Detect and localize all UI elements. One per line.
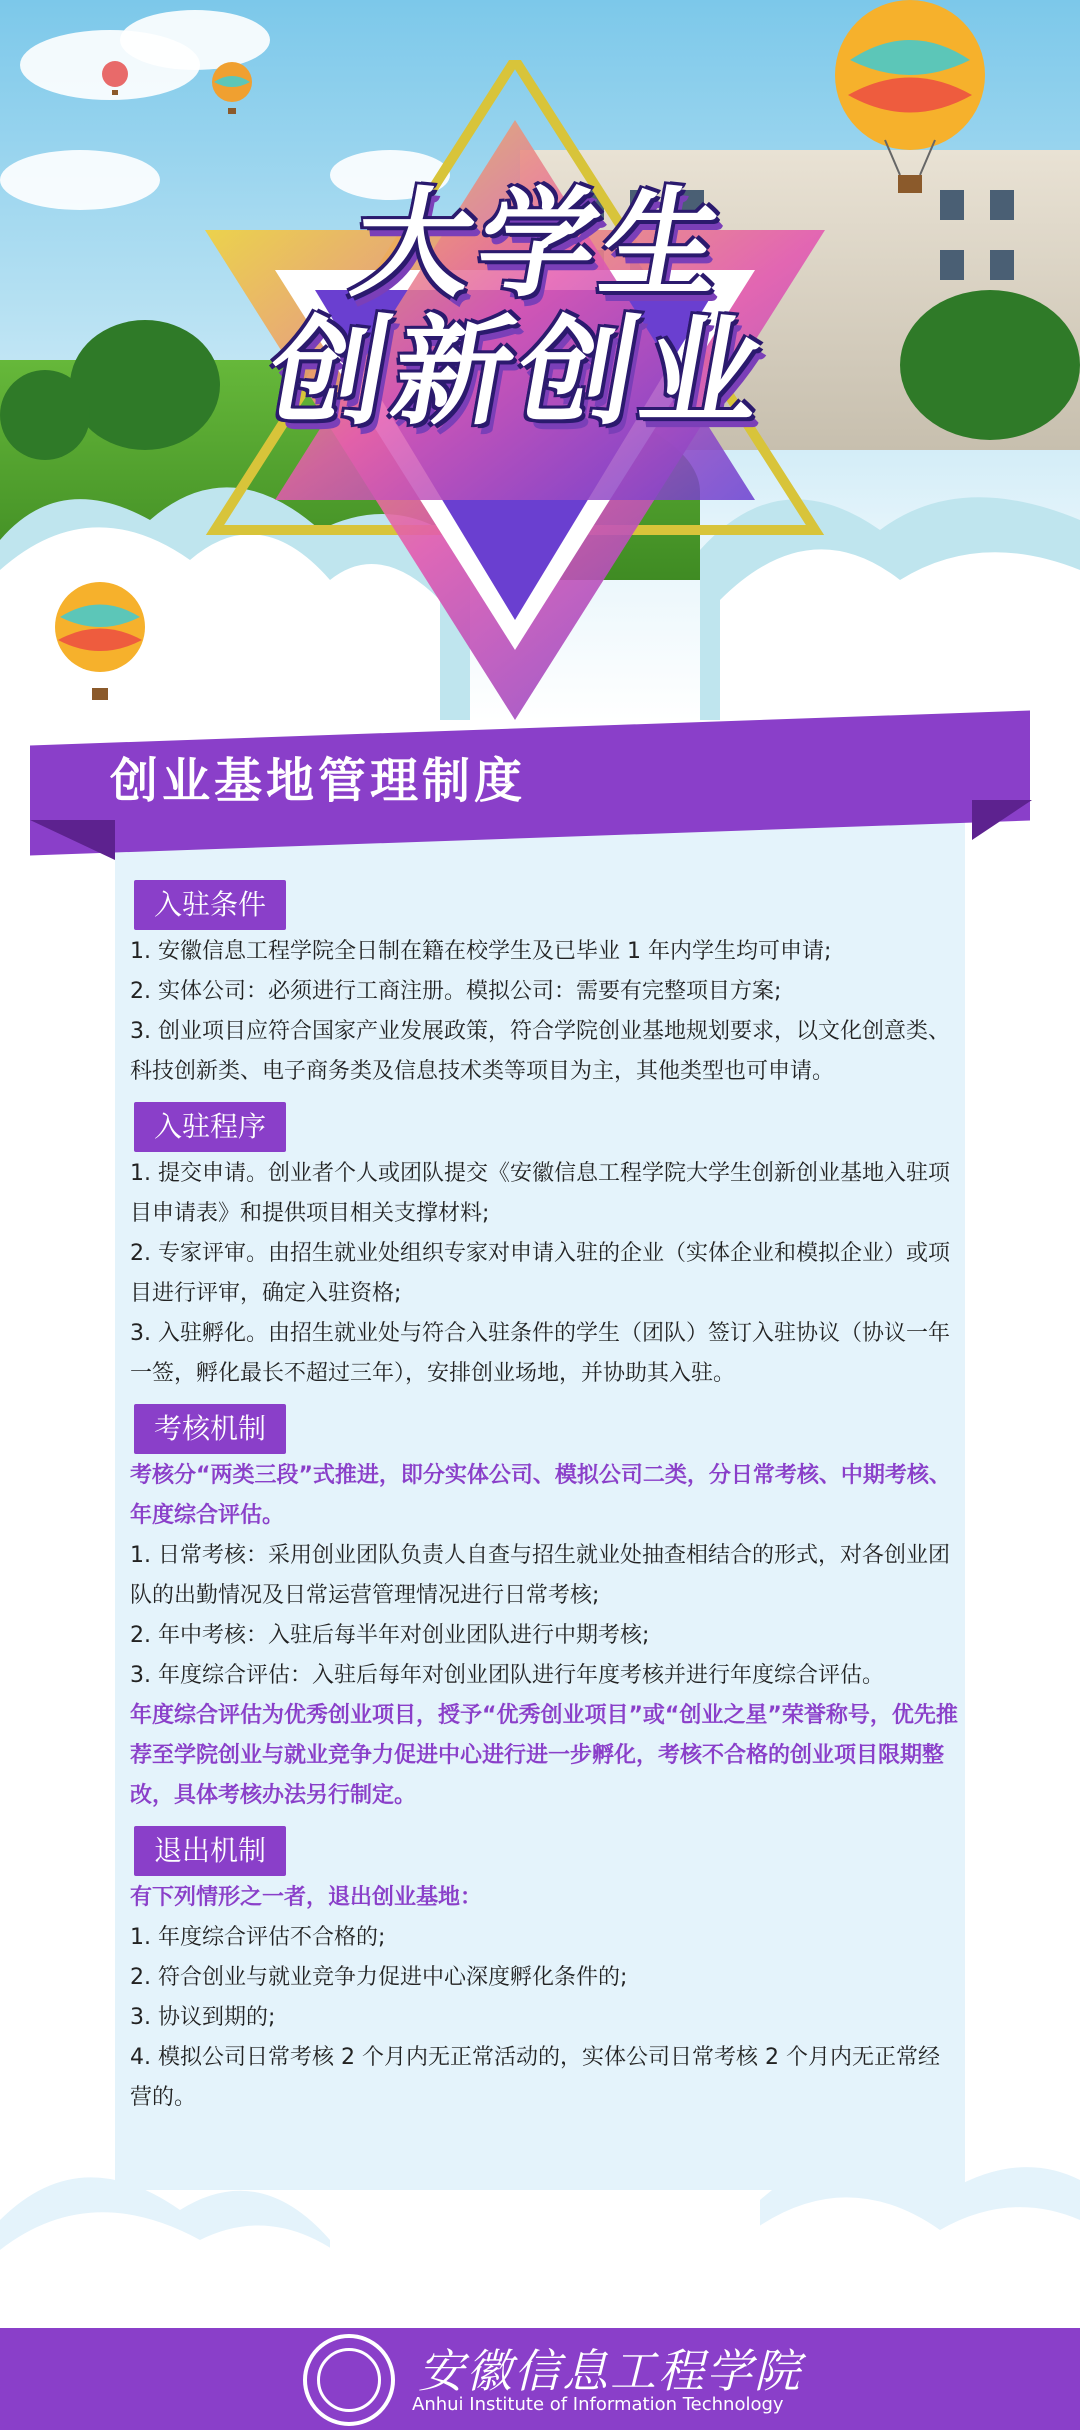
section-intro: 有下列情形之一者，退出创业基地： [130,1885,483,1910]
list-item: 1. 日常考核：采用创业团队负责人自查与招生就业处抽查相结合的形式，对各创业团队的出勤情况及日常运营管理情况进行日常考核; [130,1543,950,1608]
list-item: 2. 专家评审。由招生就业处组织专家对申请入驻的企业（实体企业和模拟企业）或项目进行评审，确定入驻资格; [130,1241,950,1306]
section-outro: 年度综合评估为优秀创业项目，授予“优秀创业项目”或“创业之星”荣誉称号，优先推荐至学院创业与就业竞争力促进中心进行进一步孵化，考核不合格的创业项目限期整改，具体考核办法另行制定。 [130,1703,958,1808]
list-item: 2. 年中考核：入驻后每半年对创业团队进行中期考核; [130,1623,650,1648]
section-heading-exit: 退出机制 [134,1826,286,1876]
section-intro: 考核分“两类三段”式推进，即分实体公司、模拟公司二类，分日常考核、中期考核、年度综合评估。 [130,1463,951,1528]
hero-title [207,175,852,441]
title-line-1: 大学生 [343,175,740,313]
banner-fold [30,820,115,860]
list-item: 1. 安徽信息工程学院全日制在籍在校学生及已毕业 1 年内学生均可申请; [130,939,832,964]
banner-title: 创业基地管理制度 [110,753,527,809]
list-item: 4. 模拟公司日常考核 2 个月内无正常活动的，实体公司日常考核 2 个月内无正常经营的。 [130,2045,940,2110]
cloud [0,150,160,210]
policy-content [130,880,960,2118]
section-heading-assessment: 考核机制 [134,1404,286,1454]
school-name-cn: 安徽信息工程学院 [418,2344,802,2398]
school-seal-icon [303,2334,395,2426]
cloud-band [0,2080,1080,2340]
hot-air-balloon-icon [210,62,254,118]
list-item: 1. 提交申请。创业者个人或团队提交《安徽信息工程学院大学生创新创业基地入驻项目申请表》和提供项目相关支撑材料; [130,1161,950,1226]
section-heading-entry-procedure: 入驻程序 [134,1102,286,1152]
list-item: 2. 符合创业与就业竞争力促进中心深度孵化条件的; [130,1965,628,1990]
list-item: 3. 创业项目应符合国家产业发展政策，符合学院创业基地规划要求，以文化创意类、科技创新类、电子商务类及信息技术类等项目为主，其他类型也可申请。 [130,1019,950,1084]
section-heading-entry-conditions: 入驻条件 [134,880,286,930]
hot-air-balloon-icon [52,582,148,706]
hot-air-balloon-icon [830,0,990,200]
list-item: 3. 年度综合评估：入驻后每年对创业团队进行年度考核并进行年度综合评估。 [130,1663,884,1688]
title-line-2: 创新创业 [258,303,779,441]
list-item: 1. 年度综合评估不合格的; [130,1925,386,1950]
list-item: 3. 入驻孵化。由招生就业处与符合入驻条件的学生（团队）签订入驻协议（协议一年一签，孵化最长不超过三年），安排创业场地，并协助其入驻。 [130,1321,950,1386]
list-item: 2. 实体公司：必须进行工商注册。模拟公司：需要有完整项目方案; [130,979,782,1004]
banner-fold [972,800,1032,840]
hot-air-balloon-icon [100,60,130,98]
list-item: 3. 协议到期的; [130,2005,276,2030]
school-name-en: Anhui Institute of Information Technology [412,2394,784,2415]
tree [900,290,1080,440]
